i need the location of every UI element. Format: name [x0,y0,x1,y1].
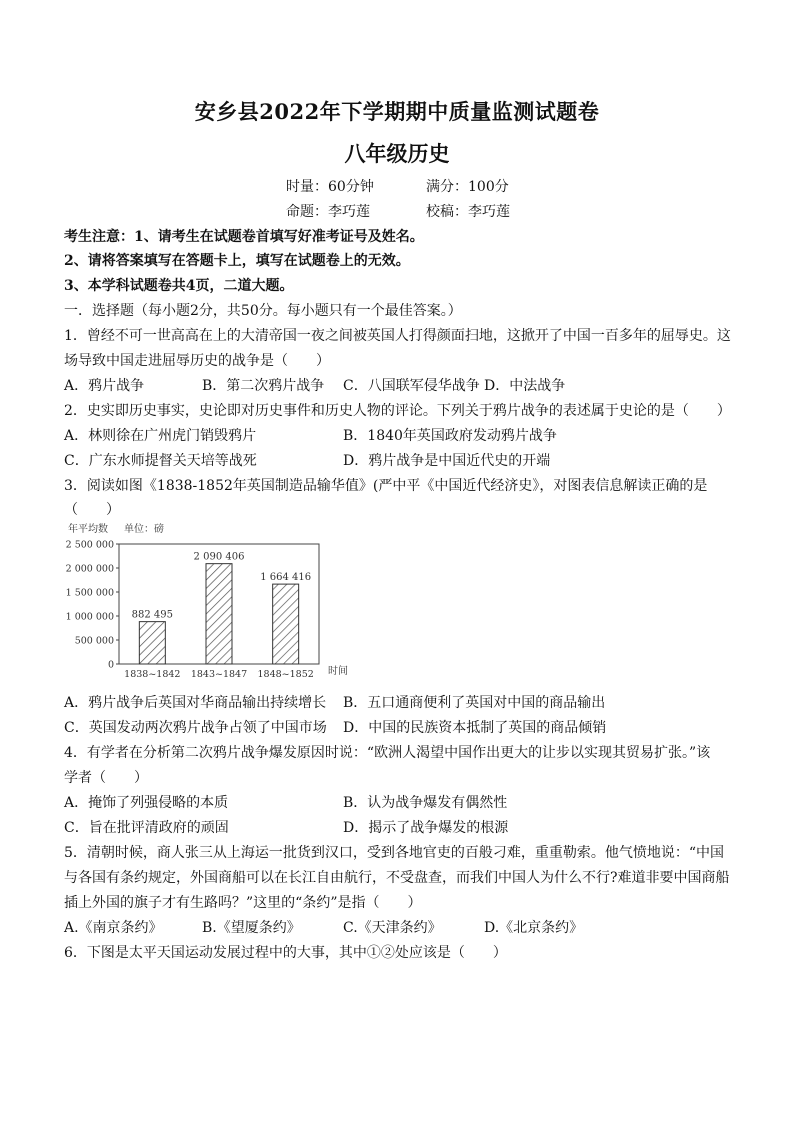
y-tick-label: 2 000 000 [65,563,114,575]
bar [139,622,165,664]
q4-option-b: B．认为战争爆发有偶然性 [343,795,508,811]
section-heading: 一．选择题（每小题2分，共50分。每小题只有一个最佳答案。） [64,303,462,319]
unit-label: 单位：磅 [124,524,164,535]
bar-value-label: 2 090 406 [193,551,245,563]
exam-author: 命题：李巧莲 [286,204,370,220]
x-tick-label: 1848~1852 [257,669,314,680]
q5-stem-cont: 与各国有条约规定，外国商船可以在长江自由航行，不受盘查，而我们中国人为什么不行?难道非要中国商船 [64,870,730,886]
q4-stem: 4．有学者在分析第二次鸦片战争爆发原因时说：“欧洲人渴望中国作出更大的让步以实现其贸易扩张。”该 [64,745,711,761]
q2-option-c: C．广东水师提督关天培等战死 [64,453,257,469]
q3-option-d: D．中国的民族资本抵制了英国的商品倾销 [343,720,607,736]
q3-stem: 3．阅读如图《1838-1852年英国制造品输华值》(严中平《中国近代经济史》，对图表信息解读正确的是 [64,478,708,494]
q5-stem-cont-2: 插上外国的旗子才有生路吗？”这里的“条约”是指（ ） [64,895,422,911]
q4-option-a: A．掩饰了列强侵略的本质 [64,795,229,811]
bar [206,564,232,664]
bar-value-label: 1 664 416 [260,572,312,584]
exam-time: 时量：60分钟 [286,179,374,195]
bar-chart [64,518,354,684]
q4-option-d: D．揭示了战争爆发的根源 [343,820,509,836]
q1-stem: 1．曾经不可一世高高在上的大清帝国一夜之间被英国人打得颜面扫地，这掀开了中国一百多年的屈辱史。这 [64,328,731,344]
bar [273,584,299,664]
exam-score: 满分：100分 [426,179,509,195]
q3-option-b: B．五口通商便利了英国对中国的商品输出 [343,695,606,711]
y-tick-label: 0 [107,659,114,671]
q2-stem: 2．史实即历史事实，史论即对历史事件和历史人物的评论。下列关于鸦片战争的表述属于史论的是（ ） [64,403,731,419]
x-tick-label: 1838~1842 [124,669,181,680]
y-tick-label: 1 500 000 [65,587,114,599]
q5-option-c: C.《天津条约》 [343,920,442,936]
q5-option-d: D.《北京条约》 [484,920,584,936]
q1-option-b: B．第二次鸦片战争 [202,378,325,394]
x-axis-label: 时间 [328,666,348,677]
exam-title: 安乡县2022年下学期期中质量监测试题卷 [194,99,600,124]
y-tick-label: 1 000 000 [65,611,114,623]
q4-stem-cont: 学者（ ） [64,770,148,786]
y-tick-label: 2 500 000 [65,539,114,551]
q3-option-a: A．鸦片战争后英国对华商品输出持续增长 [64,695,327,711]
y-axis-label: 年平均数 [68,524,108,535]
y-tick-label: 500 000 [74,635,114,647]
x-tick-label: 1843~1847 [190,669,248,680]
q3-stem-cont: （ ） [64,502,120,518]
q2-option-a: A．林则徐在广州虎门销毁鸦片 [64,428,257,444]
q4-option-c: C．旨在批评清政府的顽固 [64,820,229,836]
exam-reviewer: 校稿：李巧莲 [426,204,510,220]
notice-line-3: 3、本学科试题卷共4页，二道大题。 [64,278,294,294]
notice-line-2: 2、请将答案填写在答题卡上，填写在试题卷上的无效。 [64,253,410,269]
q3-option-c: C．英国发动两次鸦片战争占领了中国市场 [64,720,327,736]
q6-stem: 6．下图是太平天国运动发展过程中的大事，其中①②处应该是（ ） [64,945,507,961]
notice-line-1: 考生注意：1、请考生在试题卷首填写好准考证号及姓名。 [64,229,424,245]
q1-option-c: C．八国联军侵华战争 [343,378,480,394]
q1-stem-cont: 场导致中国走进屈辱历史的战争是（ ） [64,353,330,369]
q5-stem: 5．清朝时候，商人张三从上海运一批货到汉口，受到各地官吏的百般刁难，重重勒索。他气愤地说：“中国 [64,845,725,861]
q1-option-d: D．中法战争 [484,378,566,394]
q2-option-b: B．1840年英国政府发动鸦片战争 [343,428,557,444]
q1-option-a: A．鸦片战争 [64,378,145,394]
bar-value-label: 882 495 [131,609,174,621]
q2-option-d: D．鸦片战争是中国近代史的开端 [343,453,551,469]
exam-subtitle: 八年级历史 [344,141,450,166]
q5-option-a: A.《南京条约》 [64,920,163,936]
q5-option-b: B.《望厦条约》 [202,920,301,936]
